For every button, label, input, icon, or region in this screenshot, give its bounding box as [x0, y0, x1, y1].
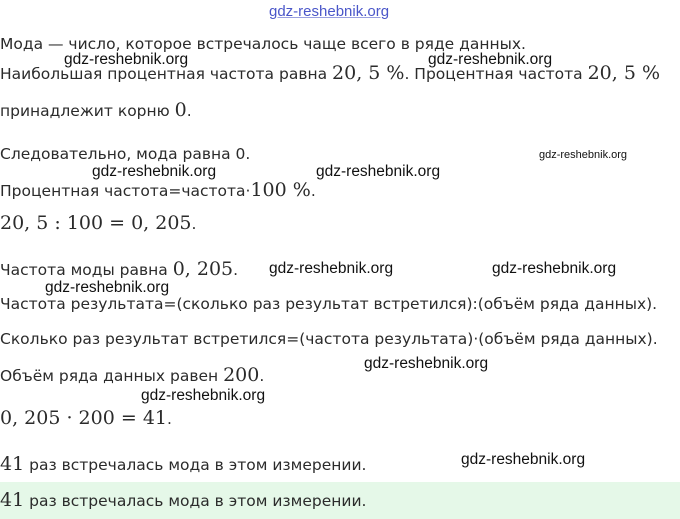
math-value: 20, 5 %	[587, 62, 660, 84]
text-part: .	[259, 367, 265, 385]
math-value: 41	[0, 453, 25, 475]
watermark: gdz-reshebnik.org	[92, 163, 217, 180]
text-part: Частота моды равна	[0, 261, 173, 279]
text-part: Объём ряда данных равен	[0, 367, 224, 385]
watermark: gdz-reshebnik.org	[539, 149, 628, 161]
watermark: gdz-reshebnik.org	[45, 279, 170, 296]
count-formula-line: Сколько раз результат встретился=(частота результата)·(объём ряда данных).	[0, 330, 658, 348]
math-value: 200	[223, 364, 260, 386]
multiplication-line	[0, 407, 172, 429]
watermark: gdz-reshebnik.org	[64, 51, 189, 68]
text-part: Наибольшая процентная частота равна	[0, 65, 333, 83]
text-part: .	[186, 102, 192, 120]
mode-line: Следовательно, мода равна 0.	[0, 145, 251, 163]
text-part: принадлежит корню	[0, 102, 175, 120]
math-value: 0, 205	[172, 258, 234, 280]
percent-formula-line	[0, 179, 316, 201]
watermark: gdz-reshebnik.org	[269, 260, 394, 277]
math-value: 0	[174, 99, 187, 121]
watermark: gdz-reshebnik.org	[364, 355, 489, 372]
text-part: Процентная частота=частота·	[0, 182, 251, 200]
mode-frequency-line	[0, 258, 238, 280]
answer-value: 41	[0, 489, 25, 511]
sample-size-line	[0, 364, 264, 386]
math-value: 100 %	[250, 179, 311, 201]
answer-box	[0, 482, 680, 519]
watermark: gdz-reshebnik.org	[141, 387, 266, 404]
text-part: .	[167, 410, 172, 428]
answer-label: раз встречалась мода в этом измерении.	[24, 492, 367, 510]
root-line	[0, 99, 192, 121]
watermark-top[interactable]: gdz-reshebnik.org	[269, 3, 390, 20]
math-expression: 0, 205 · 200 = 41	[0, 407, 167, 429]
watermark: gdz-reshebnik.org	[492, 260, 617, 277]
division-line	[0, 212, 196, 234]
answer-text	[0, 489, 366, 511]
text-part: .	[233, 261, 239, 279]
text-part: раз встречалась мода в этом измерении.	[24, 456, 367, 474]
result-line	[0, 453, 366, 475]
text-part: . Процентная частота	[404, 65, 588, 83]
max-frequency-line	[0, 62, 660, 84]
math-value: 20, 5 %	[332, 62, 405, 84]
text-part: .	[310, 182, 316, 200]
watermark: gdz-reshebnik.org	[316, 163, 441, 180]
text-part: .	[191, 215, 197, 233]
watermark: gdz-reshebnik.org	[461, 451, 586, 468]
watermark: gdz-reshebnik.org	[428, 51, 553, 68]
frequency-formula-line: Частота результата=(сколько раз результат встретился):(объём ряда данных).	[0, 295, 658, 313]
math-expression: 20, 5 : 100 = 0, 205	[0, 212, 192, 234]
definition-line: Мода — число, которое встречалось чаще всего в ряде данных.	[0, 35, 526, 53]
